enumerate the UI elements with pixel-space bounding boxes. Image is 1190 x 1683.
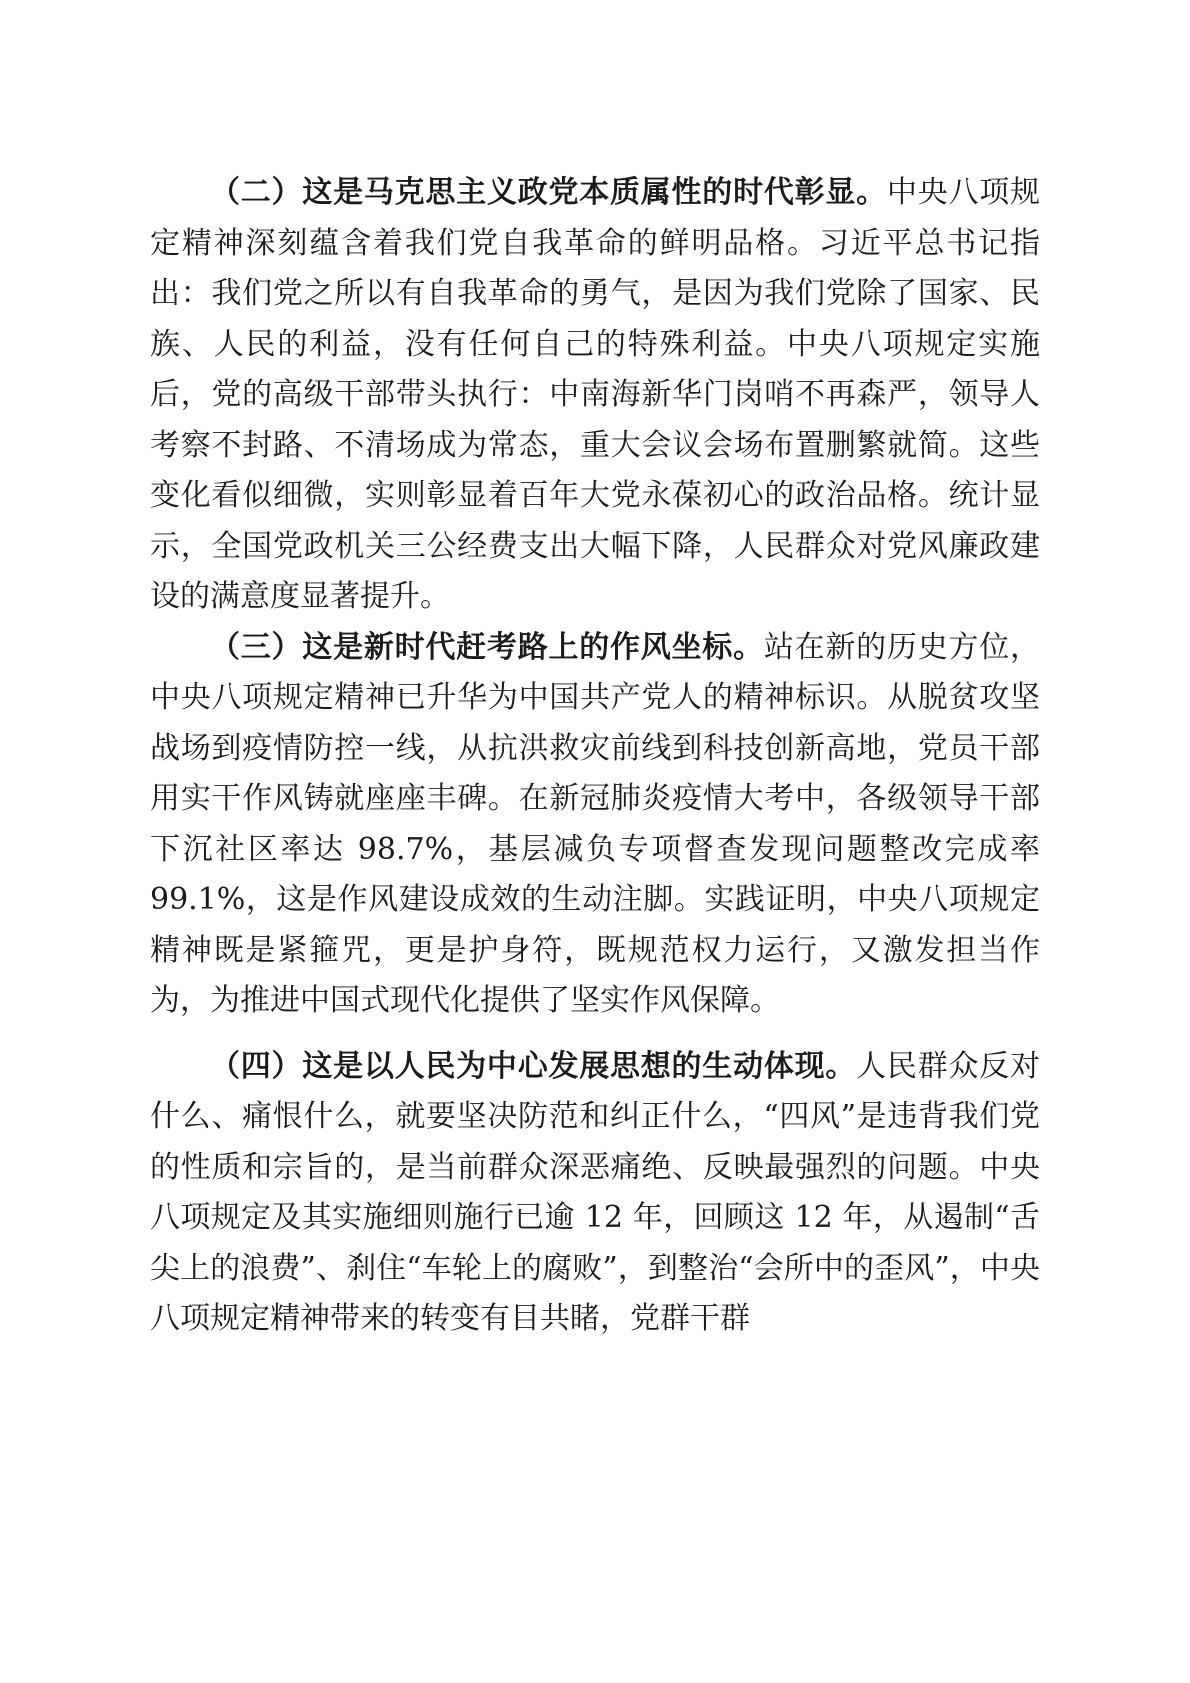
paragraph-body: 人民群众反对什么、痛恨什么，就要坚决防范和纠正什么，“四风”是违背我们党的性质和宗旨的，是当前群众深恶痛绝、反映最强烈的问题。中央八项规定及其实施细则施行已逾 12 年，回顾这 12 年，从遏制“舌尖上的浪费”、刹住“车轮上的腐败”，到整治“会所中的歪风”，中央八项规定精神带来的转变有目共睹，党群干群 xyxy=(150,1048,1041,1336)
paragraph-2 xyxy=(150,168,1040,623)
paragraph-3 xyxy=(150,623,1040,1027)
paragraph-heading: （二）这是马克思主义政党本质属性的时代彰显。 xyxy=(210,175,887,210)
paragraph-body: 站在新的历史方位，中央八项规定精神已升华为中国共产党人的精神标识。从脱贫攻坚战场到疫情防控一线，从抗洪救灾前线到科技创新高地，党员干部用实干作风铸就座座丰碑。在新冠肺炎疫情大考中，各级领导干部下沉社区率达 98.7%，基层减负专项督查发现问题整改完成率 99.1%，这是作风建设成效的生动注脚。实践证明，中央八项规定精神既是紧箍咒，更是护身符，既规范权力运行，又激发担当作为，为推进中国式现代化提供了坚实作风保障。 xyxy=(150,629,1041,1018)
document-page xyxy=(150,168,1040,1345)
paragraph-4 xyxy=(150,1042,1040,1345)
paragraph-body: 中央八项规定精神深刻蕴含着我们党自我革命的鲜明品格。习近平总书记指出：我们党之所以有自我革命的勇气，是因为我们党除了国家、民族、人民的利益，没有任何自己的特殊利益。中央八项规定实施后，党的高级干部带头执行：中南海新华门岗哨不再森严，领导人考察不封路、不清场成为常态，重大会议会场布置删繁就简。这些变化看似细微，实则彰显着百年大党永葆初心的政治品格。统计显示，全国党政机关三公经费支出大幅下降，人民群众对党风廉政建设的满意度显著提升。 xyxy=(150,175,1041,614)
paragraph-heading: （四）这是以人民为中心发展思想的生动体现。 xyxy=(210,1048,857,1084)
paragraph-heading: （三）这是新时代赶考路上的作风坐标。 xyxy=(210,629,764,665)
